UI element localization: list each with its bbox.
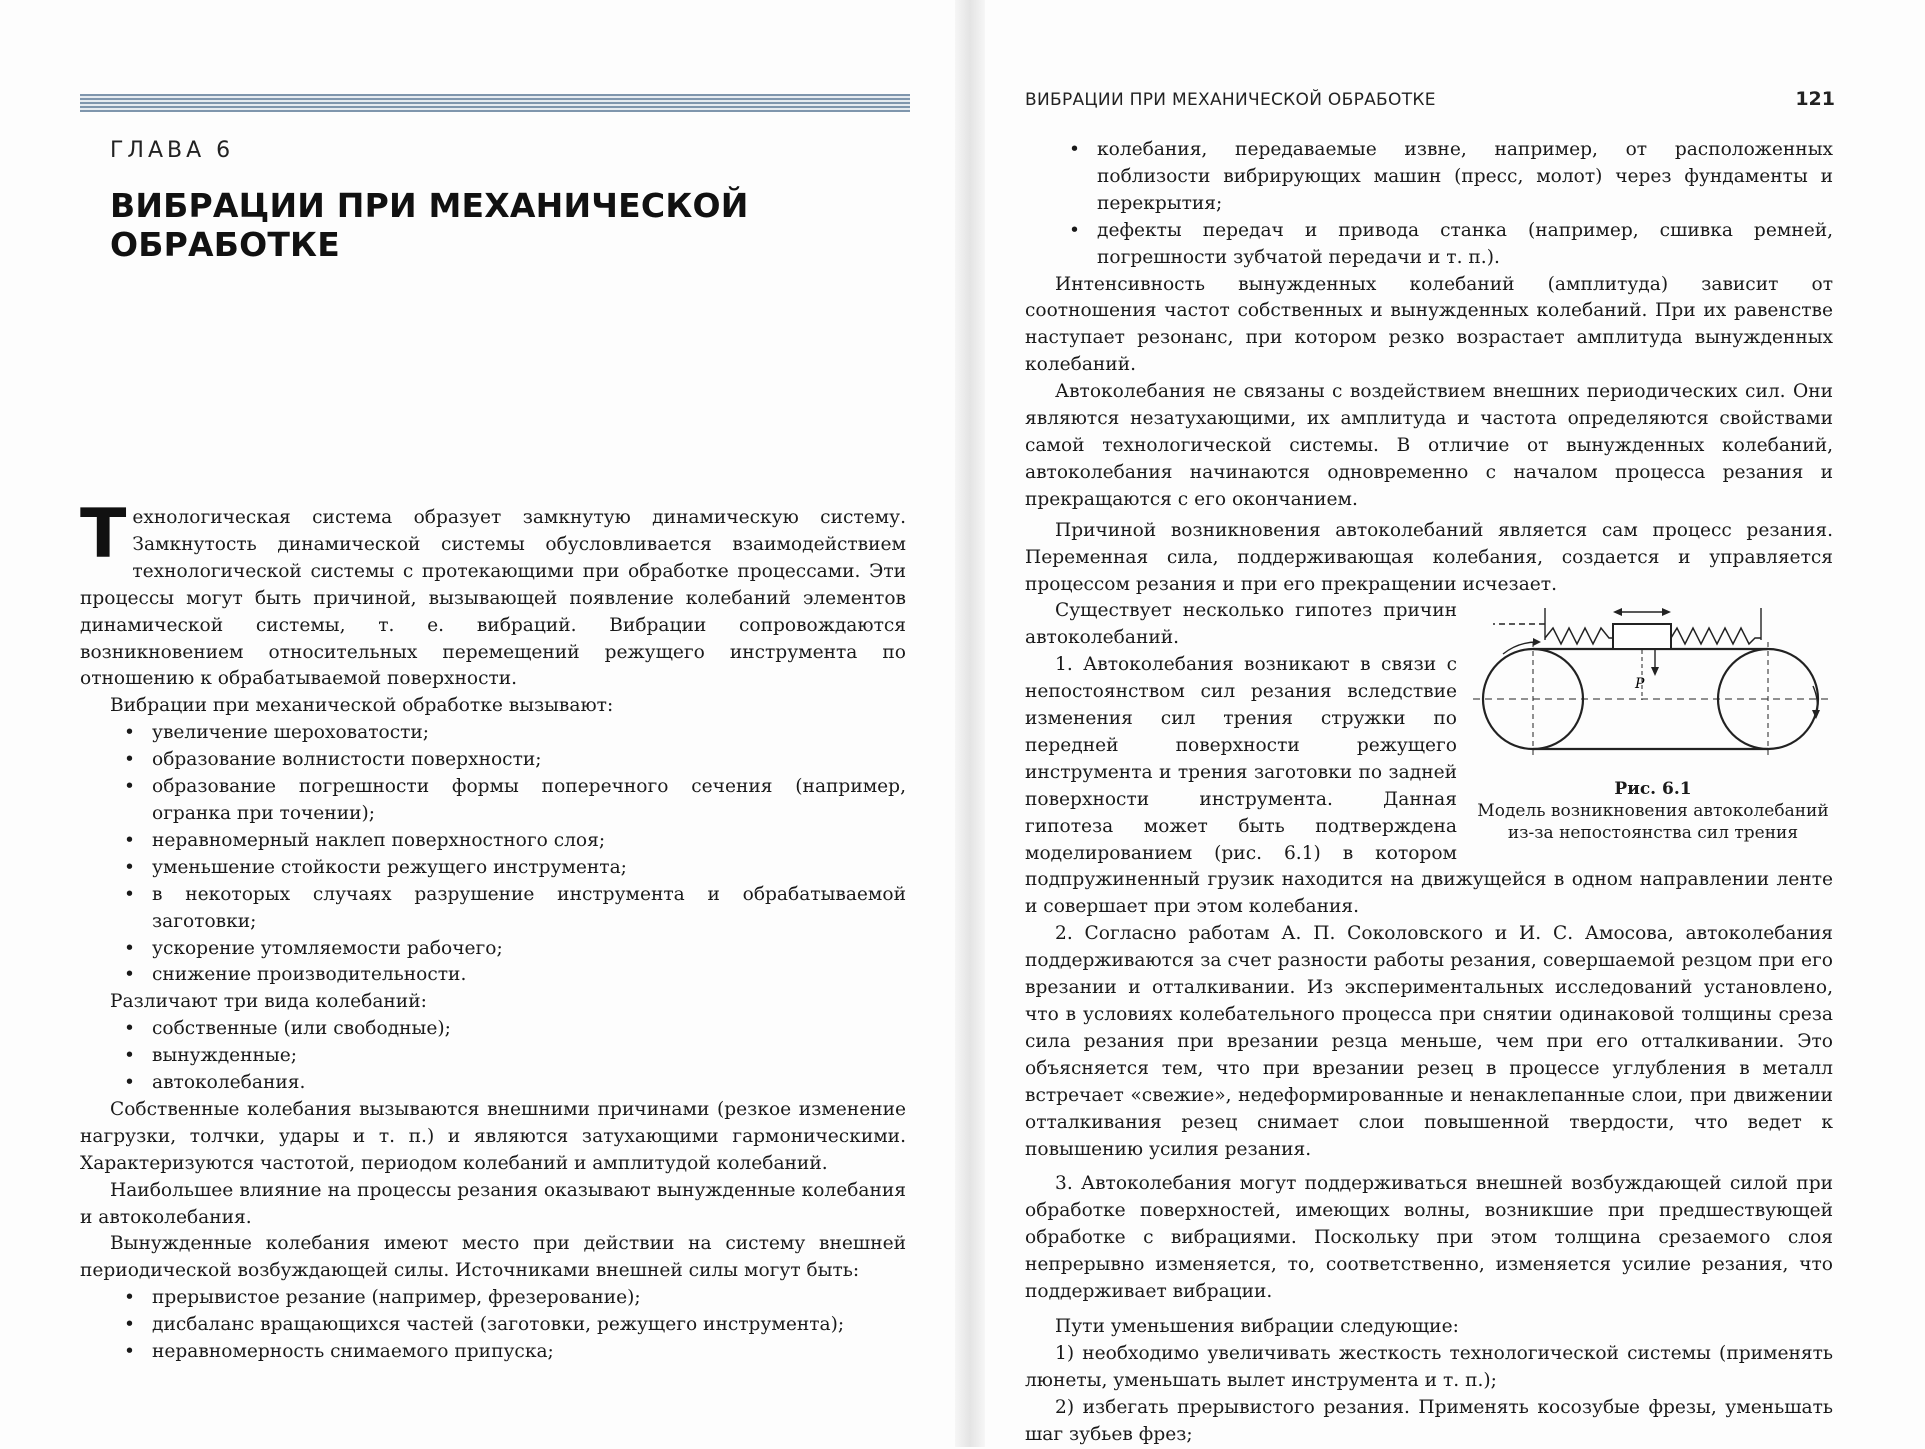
list-item: • неравномерный наклеп поверхностного слоя; — [124, 828, 906, 855]
types-list — [80, 1016, 906, 1097]
free-oscillations-paragraph: Собственные колебания вызываются внешними причинами (резкое изменение нагрузки, толчки, удары и т. п.) и являются затухающими гармоническими. Характеризуются частотой, периодом колебаний и амплитудой колебаний. — [80, 1098, 906, 1174]
forced-oscillations-paragraph: Вынужденные колебания имеют место при действии на систему внешней периодической возбуждающей силы. Источниками внешней силы могут быть: — [80, 1233, 906, 1282]
intensity-paragraph: Интенсивность вынужденных колебаний (амплитуда) зависит от соотношения частот собственных и вынужденных колебаний. При их равенстве наступает резонанс, при котором резко возрастает амплитуда вынужденных колебаний. — [1025, 273, 1833, 376]
list-item: • снижение производительности. — [124, 962, 906, 989]
list-item: • в некоторых случаях разрушение инструмента и обрабатываемой заготовки; — [124, 882, 906, 936]
reduction-1: 1) необходимо увеличивать жесткость технологической системы (применять люнеты, уменьшать вылет инструмента и т. п.); — [1025, 1342, 1833, 1391]
chapter-header-rule — [80, 94, 910, 112]
list-item: • вынужденные; — [124, 1043, 906, 1070]
list-item: • собственные (или свободные); — [124, 1016, 906, 1043]
list-item: • дефекты передач и привода станка (например, сшивка ремней, погрешности зубчатой передачи и т. п.). — [1069, 218, 1833, 272]
chapter-label: ГЛАВА 6 — [110, 138, 235, 163]
intro-paragraph — [80, 495, 906, 693]
chapter-title: ВИБРАЦИИ ПРИ МЕХАНИЧЕСКОЙ ОБРАБОТКЕ — [110, 186, 749, 264]
running-head: ВИБРАЦИИ ПРИ МЕХАНИЧЕСКОЙ ОБРАБОТКЕ — [1025, 90, 1436, 110]
belt-friction-diagram — [1473, 604, 1833, 774]
types-intro: Различают три вида колебаний: — [110, 991, 427, 1013]
reduction-intro: Пути уменьшения вибрации следующие: — [1055, 1315, 1459, 1337]
list-item: • ускорение утомляемости рабочего; — [124, 936, 906, 963]
list-item: • прерывистое резание (например, фрезерование); — [124, 1285, 906, 1312]
list-item: • увеличение шероховатости; — [124, 720, 906, 747]
list-item: • колебания, передаваемые извне, например, от расположенных поблизости вибрирующих машин (пресс, молот) через фундаменты и перекрытия; — [1069, 137, 1833, 218]
forced-sources-list — [80, 1285, 906, 1366]
drop-cap: Т — [80, 495, 127, 574]
left-body-text — [80, 495, 906, 1366]
hypothesis-1: 1. Автоколебания возникают в связи с непостоянством сил резания вследствие изменения сил трения стружки по передней поверхности режущего инструмента и трения заготовки по задней поверхности инструмента. Данная гипотеза может быть подтверждена моделированием (рис. 6.1) в котором подпружиненный грузик находится на движущейся в одном направлении ленте и совершает при этом колебания. — [1025, 654, 1833, 918]
list-item: • образование погрешности формы поперечного сечения (например, огранка при точении); — [124, 774, 906, 828]
causes-list — [80, 720, 906, 989]
figure-number: Рис. 6.1 — [1614, 779, 1692, 800]
intro-text: ехнологическая система образует замкнутую динамическую систему. Замкнутость динамической системы обусловливается взаимодействием технологической системы с протекающими при обработке процессами. Эти процессы могут быть причиной, вызывающей появление колебаний элементов динамической системы, т. е. вибраций. Вибрации сопровождаются возникновением относительных перемещений режущего инструмента по отношению к обрабатываемой поверхности. — [80, 507, 906, 690]
list-item: • образование волнистости поверхности; — [124, 747, 906, 774]
list-item: • дисбаланс вращающихся частей (заготовки, режущего инструмента); — [124, 1312, 906, 1339]
forced-sources-list-continued — [1025, 137, 1833, 272]
causes-intro: Вибрации при механической обработке вызывают: — [110, 695, 614, 717]
cause-paragraph: Причиной возникновения автоколебаний является сам процесс резания. Переменная сила, поддерживающая колебания, создается и управляется процессом резания и при его прекращении исчезает. — [1025, 519, 1833, 595]
self-oscillations-paragraph: Автоколебания не связаны с воздействием внешних периодических сил. Они являются незатухающими, их амплитуда и частота определяются свойствами самой технологической системы. В отличие от вынужденных колебаний, автоколебания начинаются одновременно с началом процесса резания и прекращаются с его окончанием. — [1025, 381, 1833, 510]
list-item: • автоколебания. — [124, 1070, 906, 1097]
page-number: 121 — [1795, 88, 1835, 110]
right-body-text — [1025, 137, 1833, 1449]
right-page — [985, 0, 1925, 1447]
hypotheses-intro: Существует несколько гипотез причин автоколебаний. — [1025, 600, 1457, 649]
list-item: • неравномерность снимаемого припуска; — [124, 1339, 906, 1366]
hypothesis-3: 3. Автоколебания могут поддерживаться внешней возбуждающей силой при обработке поверхностей, имеющих волны, возникшие при предшествующей обработке с вибрациями. Поскольку при этом толщина срезаемого слоя непрерывно изменяется, то, соответственно, изменяется усилие резания, что поддерживает вибрации. — [1025, 1173, 1833, 1303]
hypothesis-2: 2. Согласно работам А. П. Соколовского и И. С. Амосова, автоколебания поддерживаются за счет разности работы резания, совершаемой резцом при его врезании и отталкивании. Из экспериментальных исследований установлено, что в условиях колебательного процесса при снятии одинаковой толщины среза сила резания при врезании резца меньше, чем при его отталкивании. Это объясняется тем, что при врезании резец в процессе углубления в металл встречает «свежие», недеформированные и ненаклепанные слои, при движении отталкивания резец снимает слои повышенной твердости, что ведет к повышению усилия резания. — [1025, 923, 1833, 1160]
reduction-2: 2) избегать прерывистого резания. Применять косозубые фрезы, уменьшать шаг зубьев фрез; — [1025, 1396, 1833, 1445]
figure-6-1 — [1473, 604, 1833, 844]
force-label: P — [1635, 676, 1645, 693]
figure-caption: Модель возникновения автоколебаний из-за непостоянства сил трения — [1477, 801, 1829, 844]
influence-paragraph: Наибольшее влияние на процессы резания оказывают вынужденные колебания и автоколебания. — [80, 1179, 906, 1228]
list-item: • уменьшение стойкости режущего инструмента; — [124, 855, 906, 882]
left-page — [0, 0, 960, 1447]
